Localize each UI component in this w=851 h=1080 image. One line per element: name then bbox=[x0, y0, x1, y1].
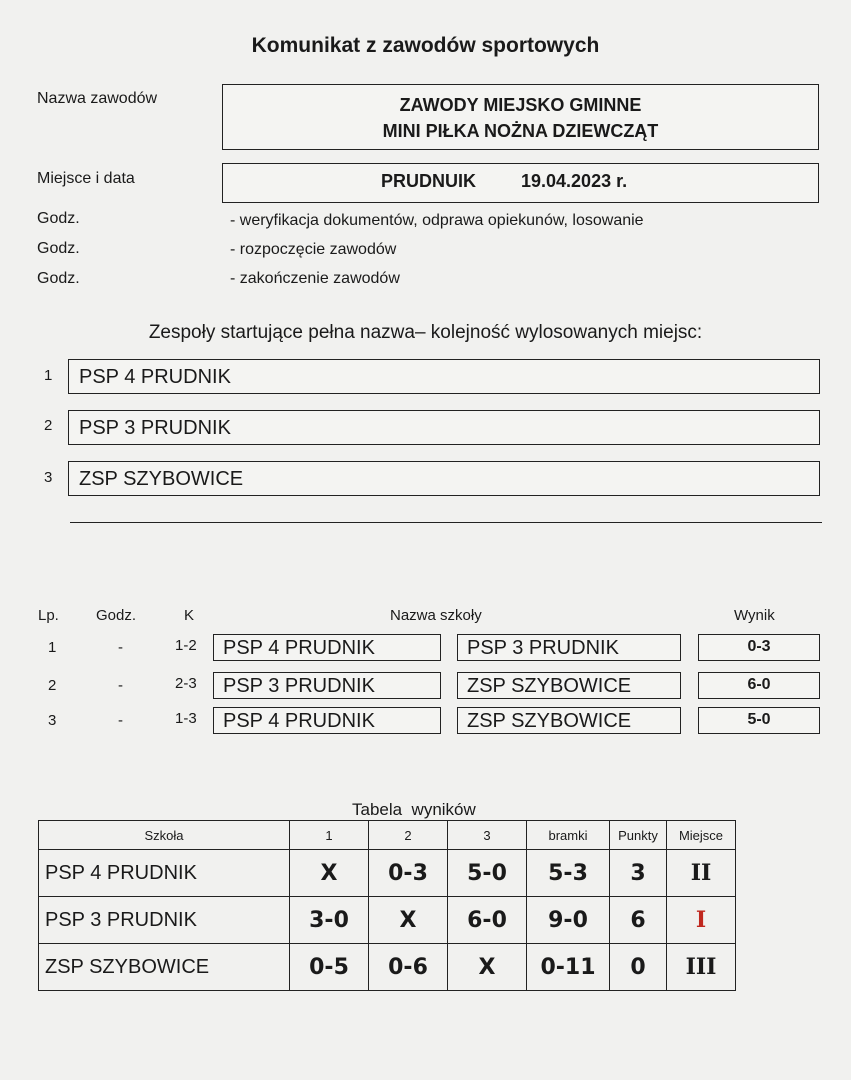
competition-name-line1: ZAWODY MIEJSKO GMINNE bbox=[399, 95, 642, 115]
match-team-a: PSP 4 PRUDNIK bbox=[213, 634, 441, 661]
teams-heading: Zespoły startujące pełna nazwa– kolejność wylosowanych miejsc: bbox=[148, 322, 703, 343]
team-number: 3 bbox=[44, 469, 53, 486]
results-header-cell: 3 bbox=[448, 821, 527, 850]
goals-cell: 9-0 bbox=[527, 897, 610, 944]
match-result: 5-0 bbox=[698, 707, 820, 734]
matches-header-k: K bbox=[184, 607, 195, 624]
place-cell: II bbox=[667, 850, 736, 897]
match-lp: 2 bbox=[48, 677, 57, 694]
schedule-desc: - weryfikacja dokumentów, odprawa opiekunów, losowanie bbox=[230, 212, 644, 229]
match-team-b: ZSP SZYBOWICE bbox=[457, 672, 681, 699]
table-row bbox=[39, 944, 736, 991]
results-header-cell: Szkoła bbox=[39, 821, 290, 850]
team-name-box: PSP 4 PRUDNIK bbox=[68, 359, 820, 394]
school-cell: PSP 3 PRUDNIK bbox=[39, 897, 290, 944]
points-cell: 6 bbox=[610, 897, 667, 944]
place-value: PRUDNUIK bbox=[381, 171, 477, 191]
score-cell: 0-6 bbox=[369, 944, 448, 991]
score-cell: 5-0 bbox=[448, 850, 527, 897]
schedule-label: Godz. bbox=[37, 240, 80, 257]
results-table-title: Tabela wyników bbox=[352, 800, 476, 819]
place-cell-winner: I bbox=[667, 897, 736, 944]
matches-header-lp: Lp. bbox=[38, 607, 59, 624]
place-date-label: Miejsce i data bbox=[37, 170, 135, 187]
team-number: 2 bbox=[44, 417, 53, 434]
table-row bbox=[39, 850, 736, 897]
score-cell: X bbox=[290, 850, 369, 897]
score-cell: 0-3 bbox=[369, 850, 448, 897]
team-name-box: PSP 3 PRUDNIK bbox=[68, 410, 820, 445]
match-time: - bbox=[118, 639, 123, 656]
match-lp: 3 bbox=[48, 712, 57, 729]
date-value: 19.04.2023 r. bbox=[521, 171, 628, 191]
team-number: 1 bbox=[44, 367, 53, 384]
matches-header-school: Nazwa szkoły bbox=[390, 607, 482, 624]
results-header-cell: Miejsce bbox=[667, 821, 736, 850]
match-k: 1-3 bbox=[175, 710, 197, 727]
match-team-a: PSP 4 PRUDNIK bbox=[213, 707, 441, 734]
competition-name-box bbox=[222, 84, 819, 150]
place-cell: III bbox=[667, 944, 736, 991]
results-header-cell: bramki bbox=[527, 821, 610, 850]
matches-header-time: Godz. bbox=[96, 607, 137, 624]
score-cell: X bbox=[448, 944, 527, 991]
schedule-desc: - rozpoczęcie zawodów bbox=[230, 241, 397, 258]
match-team-b: PSP 3 PRUDNIK bbox=[457, 634, 681, 661]
score-cell: 0-5 bbox=[290, 944, 369, 991]
school-cell: PSP 4 PRUDNIK bbox=[39, 850, 290, 897]
points-cell: 0 bbox=[610, 944, 667, 991]
schedule-desc: - zakończenie zawodów bbox=[230, 270, 400, 287]
school-cell: ZSP SZYBOWICE bbox=[39, 944, 290, 991]
score-cell: 6-0 bbox=[448, 897, 527, 944]
match-result: 6-0 bbox=[698, 672, 820, 699]
table-row bbox=[39, 897, 736, 944]
team-name-box: ZSP SZYBOWICE bbox=[68, 461, 820, 496]
points-cell: 3 bbox=[610, 850, 667, 897]
match-k: 1-2 bbox=[175, 637, 197, 654]
matches-header-result: Wynik bbox=[734, 607, 775, 624]
results-header-row bbox=[39, 821, 736, 850]
schedule-label: Godz. bbox=[37, 270, 80, 287]
match-time: - bbox=[118, 712, 123, 729]
page-title: Komunikat z zawodów sportowych bbox=[251, 34, 600, 57]
competition-name-line2: MINI PIŁKA NOŻNA DZIEWCZĄT bbox=[382, 121, 659, 141]
results-header-cell: 2 bbox=[369, 821, 448, 850]
score-cell: X bbox=[369, 897, 448, 944]
place-date-box bbox=[222, 163, 819, 203]
match-team-b: ZSP SZYBOWICE bbox=[457, 707, 681, 734]
results-header-cell: Punkty bbox=[610, 821, 667, 850]
match-result: 0-3 bbox=[698, 634, 820, 661]
match-time: - bbox=[118, 677, 123, 694]
match-k: 2-3 bbox=[175, 675, 197, 692]
divider bbox=[70, 522, 822, 523]
results-header-cell: 1 bbox=[290, 821, 369, 850]
match-team-a: PSP 3 PRUDNIK bbox=[213, 672, 441, 699]
goals-cell: 0-11 bbox=[527, 944, 610, 991]
schedule-label: Godz. bbox=[37, 210, 80, 227]
competition-name-label: Nazwa zawodów bbox=[37, 90, 158, 107]
results-table bbox=[38, 820, 736, 991]
match-lp: 1 bbox=[48, 639, 57, 656]
goals-cell: 5-3 bbox=[527, 850, 610, 897]
score-cell: 3-0 bbox=[290, 897, 369, 944]
